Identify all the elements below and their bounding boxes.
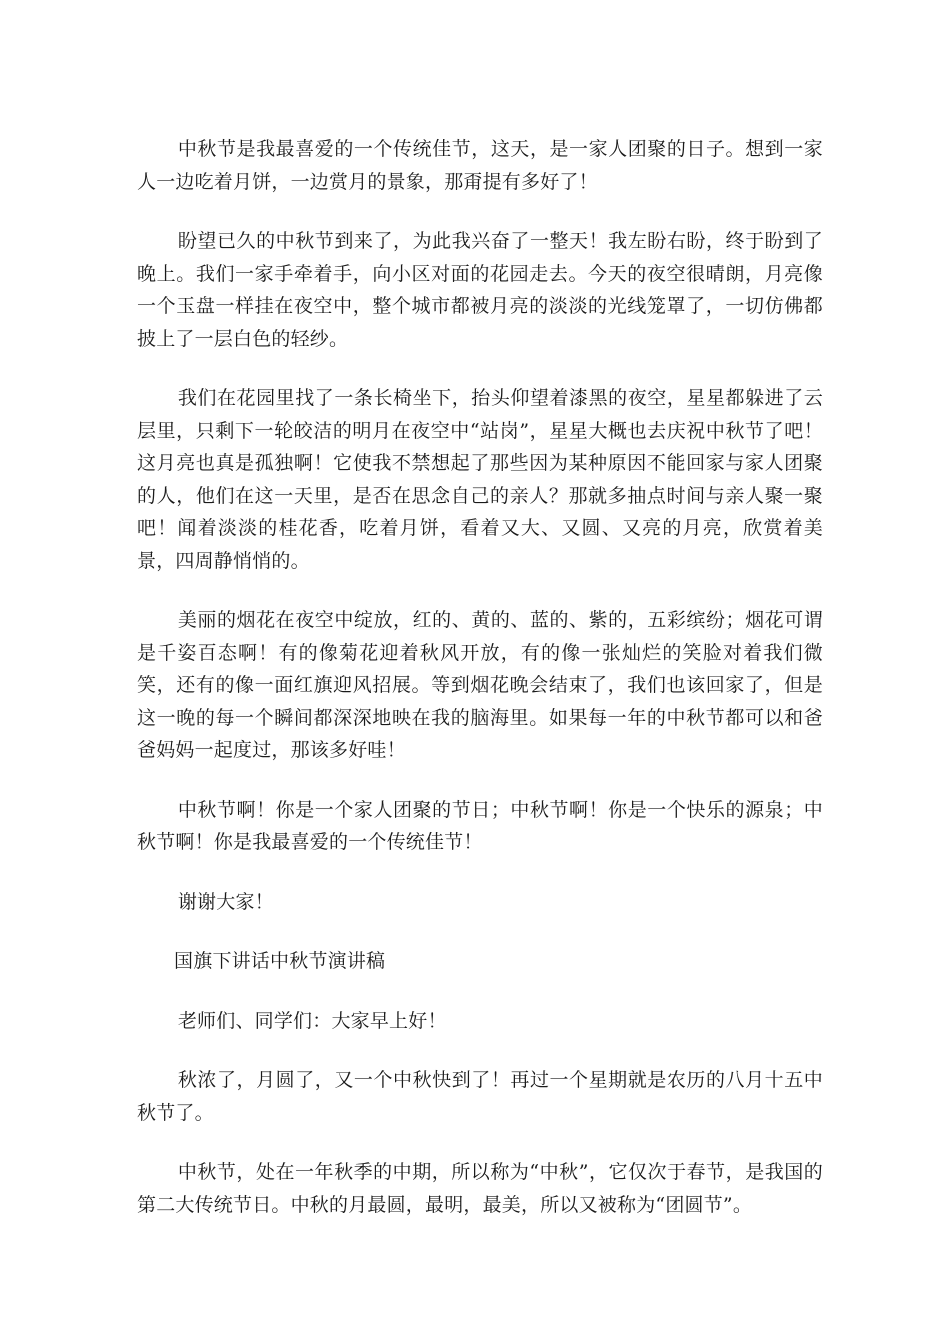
paragraph-2: 盼望已久的中秋节到来了，为此我兴奋了一整天！我左盼右盼，终于盼到了晚上。我们一家手牵着手，向小区对面的花园走去。今天的夜空很晴朗，月亮像一个玉盘一样挂在夜空中，整个城市都被月亮的淡淡的光线笼罩了，一切仿佛都披上了一层白色的轻纱。 [137,230,823,350]
speech-title: 国旗下讲话中秋节演讲稿 [174,950,386,972]
paragraph-5: 中秋节啊！你是一个家人团聚的节日；中秋节啊！你是一个快乐的源泉；中秋节啊！你是我最喜爱的一个传统佳节！ [137,798,823,853]
paragraph-4: 美丽的烟花在夜空中绽放，红的、黄的、蓝的、紫的，五彩缤纷；烟花可谓是千姿百态啊！有的像菊花迎着秋风开放，有的像一张灿烂的笑脸对着我们微笑，还有的像一面红旗迎风招展。等到烟花晚会结束了，我们也该回家了，但是这一晚的每一个瞬间都深深地映在我的脑海里。如果每一年的中秋节都可以和爸爸妈妈一起度过，那该多好哇！ [137,609,823,761]
paragraph-9: 秋浓了，月圆了，又一个中秋快到了！再过一个星期就是农历的八月十五中秋节了。 [137,1069,823,1124]
paragraph-3: 我们在花园里找了一条长椅坐下，抬头仰望着漆黑的夜空，星星都躲进了云层里，只剩下一轮皎洁的明月在夜空中“站岗”，星星大概也去庆祝中秋节了吧！这月亮也真是孤独啊！它使我不禁想起了那些因为某种原因不能回家与家人团聚的人，他们在这一天里，是否在思念自己的亲人？那就多抽点时间与亲人聚一聚吧！闻着淡淡的桂花香，吃着月饼，看着又大、又圆、又亮的月亮，欣赏着美景，四周静悄悄的。 [137,387,823,572]
paragraph-1: 中秋节是我最喜爱的一个传统佳节，这天，是一家人团聚的日子。想到一家人一边吃着月饼，一边赏月的景象，那甭提有多好了！ [137,138,823,193]
closing-thanks: 谢谢大家！ [177,890,274,913]
document-body [137,133,823,1248]
paragraph-10: 中秋节，处在一年秋季的中期，所以称为“中秋”，它仅次于春节，是我国的第二大传统节日。中秋的月最圆，最明，最美，所以又被称为“团圆节”。 [137,1161,823,1216]
greeting: 老师们、同学们：大家早上好！ [177,1009,447,1032]
